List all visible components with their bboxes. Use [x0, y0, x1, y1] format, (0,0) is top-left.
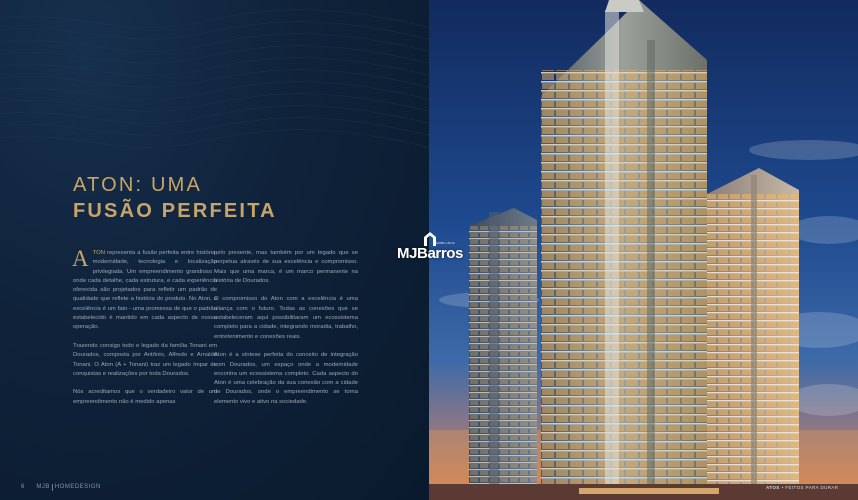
- paragraph: pelo presente, mas também por um legado que se perpetua através de sua excelência e compromisso. Mais que uma marca, é um marco permanente na história de Dourados.: [214, 250, 358, 284]
- article-title: [73, 172, 277, 224]
- paragraph: Trazendo consigo todo o legado da família Tonani em Dourados, composta por Antônio, Alfredo e Arnaldo Tonani. O Aton (A + Tonani) traz um legado ímpar de conquistas e realizações por toda Dourados.: [73, 342, 217, 377]
- paragraph: Nós acreditamos que o verdadeiro valor de um empreendimento não é medido apenas: [73, 389, 217, 405]
- page-footer: [21, 482, 101, 492]
- title-line-2: FUSÃO PERFEITA: [73, 200, 277, 222]
- logo-wordmark: MJBarros: [397, 245, 463, 262]
- brand-logo-mark: MJB: [36, 484, 50, 490]
- building-illustration: [429, 0, 858, 500]
- mjbarros-logo: [392, 231, 468, 271]
- body-column-right: [214, 249, 358, 416]
- logo-subtitle: IMOBILIÁRIA: [435, 241, 456, 245]
- paragraph: [72, 246, 217, 333]
- brand-divider: [52, 484, 53, 491]
- brand-name: HOMEDESIGN: [54, 484, 101, 490]
- footer-tagline: • FEITOS PARA DURAR: [781, 485, 839, 490]
- paragraph-text: representa a fusão perfeita entre história, modernidade, tecnologia e localização privilegiada. Um empreendimento grandioso - onde cada detalhe, cada estrutura, e cada experiência oferecida são projetados para refletir um padrão de qualidade que reflete a história do produto. No Aton, a excelência é um fato - uma promessa de que o padrão estabelecido é mantido em cada aspecto de nossa operação.: [73, 250, 217, 331]
- footer-brand-mark: ATOS: [766, 485, 780, 490]
- right-page-footer: [766, 485, 838, 490]
- paragraph: Aton é a síntese perfeita do conceito de integração com Dourados, um espaço onde a modernidade encontra um ecossistema completo. Cada aspecto do Aton é uma celebração da sua conexão com a cidade de Dourados, onde o empreendimento se torna elemento vivo e ativo na sociedade.: [214, 352, 358, 405]
- page-number: 6: [21, 484, 25, 490]
- paragraph: O compromisso do Aton com a excelência é uma aliança com o futuro. Todas as conexões que se estabeleceram aqui possibilitaram um ecossistema completo para a cidade, integrando moradia, trabalho, entretenimento e conexões reais.: [214, 296, 358, 340]
- title-line-1: ATON: UMA: [73, 174, 203, 196]
- dropcap: A: [72, 246, 89, 271]
- dropcap-word: TON: [92, 250, 105, 256]
- right-page-photo: [429, 0, 858, 500]
- wave-pattern: [0, 0, 429, 170]
- body-column-left: [72, 246, 217, 416]
